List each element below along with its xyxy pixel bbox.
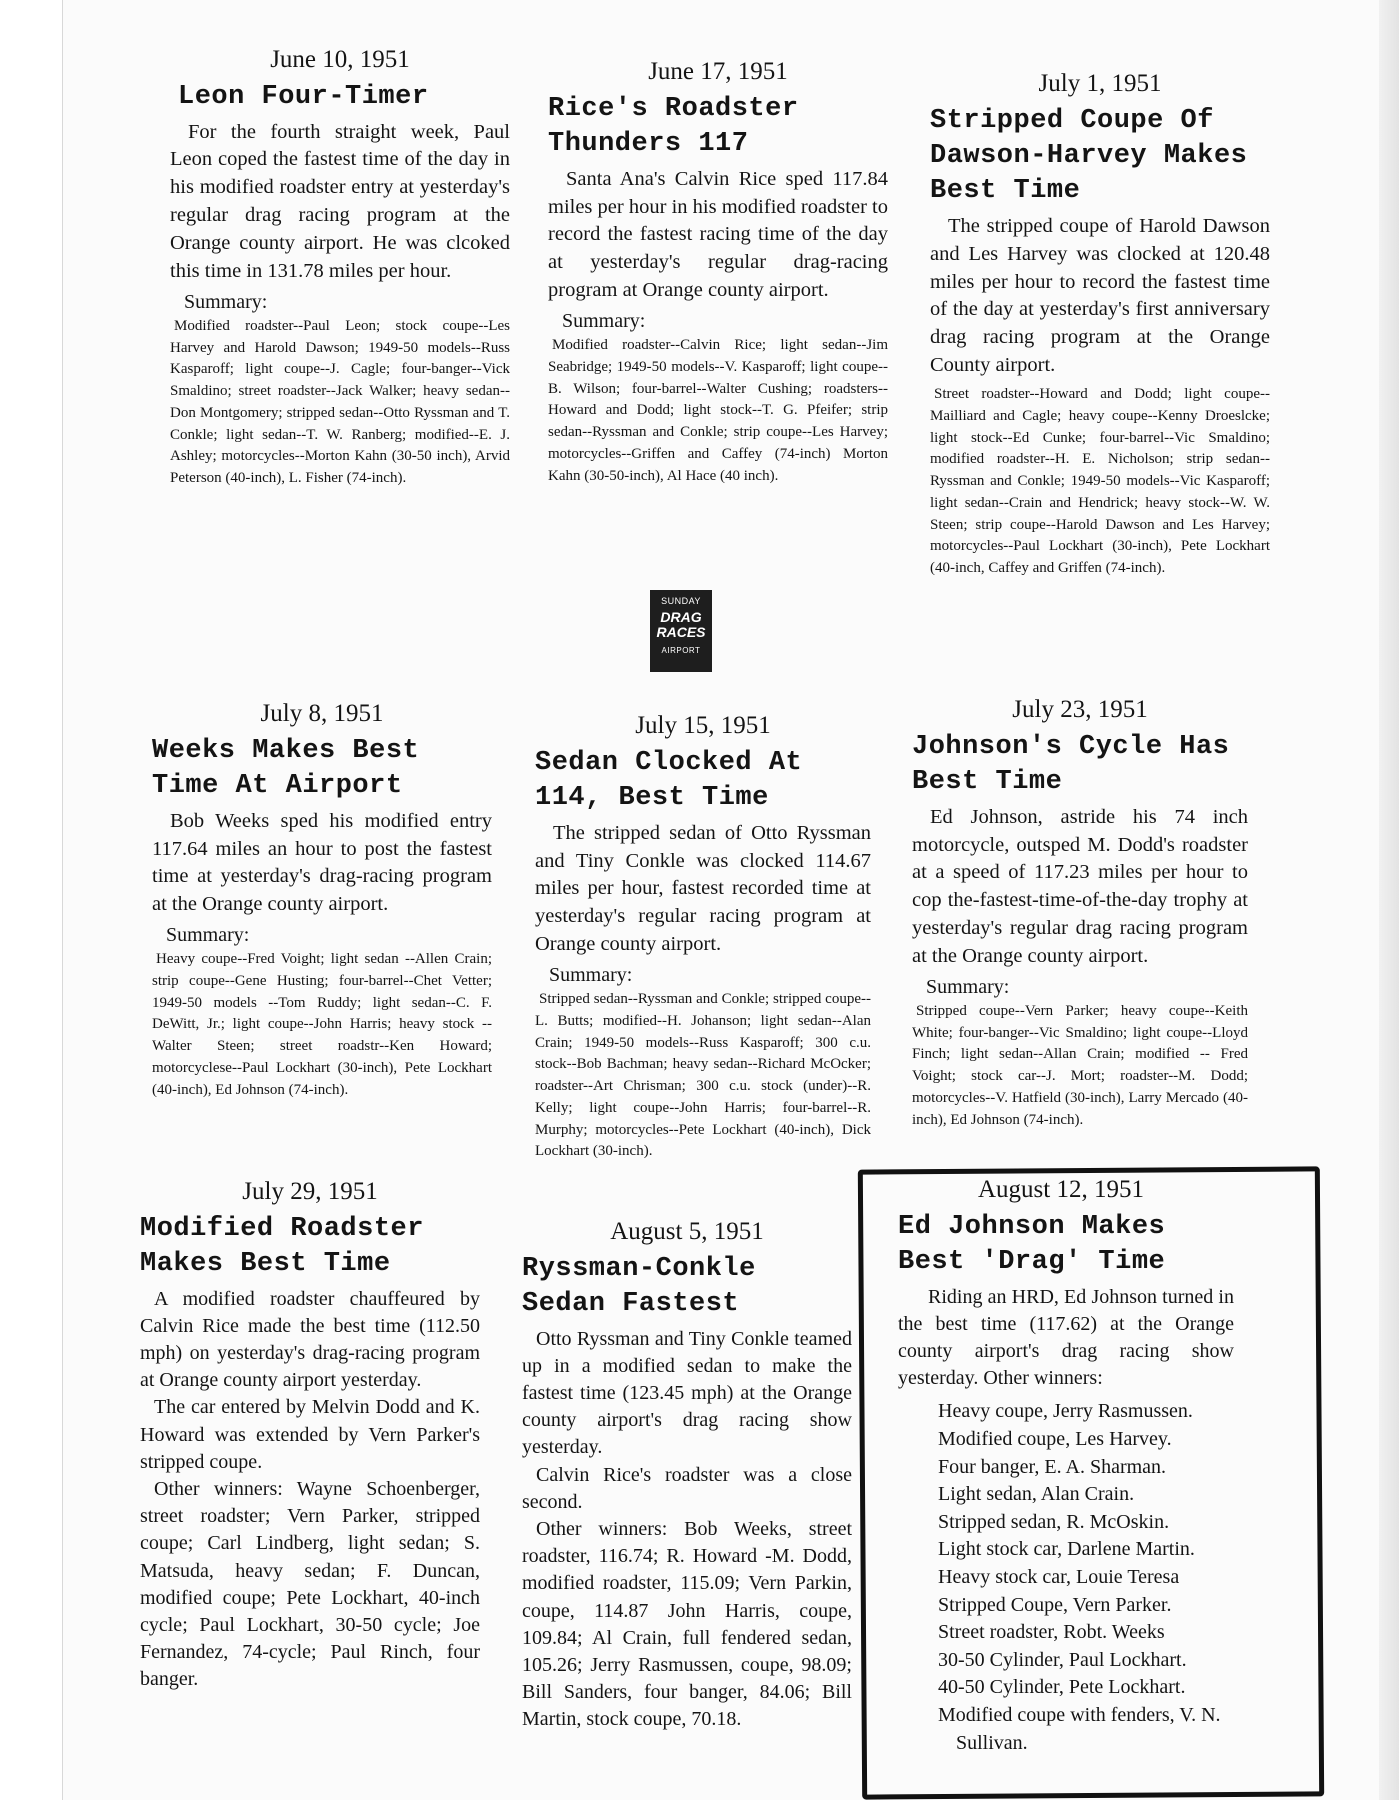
article-body: For the fourth straight week, Paul Leon coped the fastest time of the day in his modified roadster entry at yesterday's regular drag racing program at the Orange county airport. He was clcoked this time in 131.78 miles per hour.	[170, 120, 510, 282]
logo-line-2: DRAG RACES	[656, 609, 706, 640]
winner-item: Stripped sedan, R. McOskin.	[938, 1510, 1170, 1533]
article-summary: Modified roadster--Paul Leon; stock coupe--Les Harvey and Harold Dawson; 1949-50 models--Russ Kasparoff; light coupe--J. Cagle; four-banger--Vick Smaldino; street roadster--Jack Walker; heavy sedan--Don Montgomery; stripped sedan--Otto Ryssman and T. Conkle; light sedan--T. W. Ranberg; modified--E. J. Ashley; motorcycles--Morton Kahn (30-50 inch), Arvid Peterson (40-inch), L. Fisher (74-inch).	[170, 317, 510, 487]
winner-item: Four banger, E. A. Sharman.	[938, 1455, 1167, 1478]
article-headline: Rice's Roadster Thunders 117	[548, 93, 799, 159]
article-headline: Stripped Coupe Of Dawson-Harvey Makes Best Time	[930, 105, 1248, 206]
article-body: Ed Johnson, astride his 74 inch motorcycle, outsped M. Dodd's roadster at a speed of 117.23 miles per hour to cop the-fastest-time-of-the-day trophy at yesterday's regular drag racing program at the Orange county airport.	[912, 805, 1248, 968]
article-body-p1: A modified roadster chauffeured by Calvin Rice made the best time (112.50 mph) on yesterday's drag-racing program at Orange county airport yesterday.	[140, 1287, 480, 1392]
article-date: August 5, 1951	[610, 1218, 764, 1245]
winners-list	[898, 1398, 1234, 1757]
article-summary: Stripped coupe--Vern Parker; heavy coupe--Keith White; four-banger--Vic Smaldino; light coupe--Lloyd Finch; light sedan--Allan Crain; modified -- Fred Voight; stock car--J. Mort; roadster--M. Dodd; motorcycles--V. Hatfield (30-inch), Larry Mercado (40-inch), Ed Johnson (74-inch).	[912, 1002, 1248, 1128]
article-date: July 15, 1951	[635, 712, 771, 739]
summary-label: Summary:	[549, 964, 633, 987]
article-date: July 8, 1951	[260, 700, 384, 727]
article-headline: Johnson's Cycle Has Best Time	[912, 731, 1230, 797]
article-body: Riding an HRD, Ed Johnson turned in the best time (117.62) at the Orange county airport's drag racing show yesterday. Other winners:	[898, 1285, 1234, 1390]
article-body-p3: Other winners: Bob Weeks, street roadster, 116.74; R. Howard -M. Dodd, modified roadster, 115.09; Vern Parkin, coupe, 114.87 John Harris, coupe, 109.84; Al Crain, full fendered sedan, 105.26; Jerry Rasmussen, coupe, 98.09; Bill Sanders, four banger, 84.06; Bill Martin, stock coupe, 70.18.	[522, 1518, 852, 1731]
drag-races-logo	[650, 590, 712, 672]
summary-label: Summary:	[562, 310, 646, 333]
article-august-12	[898, 1176, 1234, 1757]
winner-item: Heavy stock car, Louie Teresa	[938, 1566, 1180, 1588]
article-july-23	[912, 696, 1248, 1131]
article-summary: Modified roadster--Calvin Rice; light sedan--Jim Seabridge; 1949-50 models--V. Kasparoff; light coupe--B. Wilson; four-barrel--Walter Cushing; roadsters--Howard and Dodd; light stock--T. G. Pfeifer; strip sedan--Ryssman and Conkle; strip coupe--Les Harvey; motorcycles--Griffen and Caffey (74-inch) Morton Kahn (30-50-inch), Al Hace (40 inch).	[548, 337, 888, 484]
winner-item: 30-50 Cylinder, Paul Lockhart.	[938, 1648, 1187, 1671]
winner-item: Stripped Coupe, Vern Parker.	[938, 1593, 1172, 1616]
winner-item: Modified coupe with fenders, V. N. Sullivan.	[938, 1703, 1221, 1754]
article-body: Santa Ana's Calvin Rice sped 117.84 miles per hour in his modified roadster to record the fastest racing time of the day at yesterday's regular drag-racing program at Orange county airport.	[548, 167, 888, 302]
page-edge	[1379, 0, 1399, 1800]
winner-item: 40-50 Cylinder, Pete Lockhart.	[938, 1676, 1186, 1699]
winner-item: Heavy coupe, Jerry Rasmussen.	[938, 1400, 1193, 1423]
summary-label: Summary:	[926, 975, 1010, 998]
logo-line-1: SUNDAY	[661, 596, 701, 606]
article-body: Bob Weeks sped his modified entry 117.64 miles an hour to post the fastest time at yesterday's drag-racing program at the Orange county airport.	[152, 809, 492, 916]
article-july-15	[535, 712, 871, 1163]
article-headline: Weeks Makes Best Time At Airport	[152, 735, 420, 801]
article-july-1	[930, 70, 1270, 580]
article-body-p3: Other winners: Wayne Schoenberger, street roadster; Vern Parker, stripped coupe; Carl Lindberg, light sedan; S. Matsuda, heavy sedan; F. Duncan, modified coupe; Pete Lockhart, 40-inch cycle; Paul Lockhart, 30-50 cycle; Joe Fernandez, 74-cycle; Paul Rinch, four banger.	[140, 1478, 480, 1691]
article-july-8	[152, 700, 492, 1101]
article-body-p2: Calvin Rice's roadster was a close second.	[522, 1463, 852, 1513]
article-june-10	[170, 46, 510, 490]
summary-label: Summary:	[166, 924, 250, 947]
winner-item: Light sedan, Alan Crain.	[938, 1483, 1135, 1506]
winner-item: Light stock car, Darlene Martin.	[938, 1538, 1195, 1561]
article-date: July 1, 1951	[1038, 70, 1162, 97]
article-headline: Modified Roadster Makes Best Time	[140, 1213, 424, 1279]
logo-line-3: AIRPORT	[661, 646, 701, 655]
article-headline: Ryssman-Conkle Sedan Fastest	[522, 1253, 756, 1319]
article-summary: Stripped sedan--Ryssman and Conkle; stripped coupe--L. Butts; modified--H. Johanson; light sedan--Alan Crain; 1949-50 models--Russ Kasparoff; 300 c.u. stock--Bob Bachman; heavy sedan--Richard McOcker; roadster--Art Chrisman; 300 c.u. stock (under)--R. Kelly; light coupe--John Harris; four-barrel--R. Murphy; motorcycles--Pete Lockhart (40-inch), Dick Lockhart (30-inch).	[535, 991, 871, 1160]
article-date: August 12, 1951	[978, 1176, 1144, 1203]
article-date: July 29, 1951	[242, 1178, 378, 1205]
article-june-17	[548, 58, 888, 487]
winner-item: Modified coupe, Les Harvey.	[938, 1428, 1172, 1451]
article-body-p2: The car entered by Melvin Dodd and K. Howard was extended by Vern Parker's stripped coupe.	[140, 1396, 480, 1473]
summary-label: Summary:	[184, 290, 268, 313]
article-body: The stripped coupe of Harold Dawson and Les Harvey was clocked at 120.48 miles per hour to record the fastest time of the day at yesterday's first anniversary drag racing program at the Orange County airport.	[930, 214, 1270, 377]
article-headline: Ed Johnson Makes Best 'Drag' Time	[898, 1211, 1166, 1277]
article-headline: Sedan Clocked At 114, Best Time	[535, 747, 803, 813]
winner-item: Street roadster, Robt. Weeks	[938, 1621, 1165, 1644]
article-date: June 17, 1951	[648, 58, 788, 85]
article-body-p1: Otto Ryssman and Tiny Conkle teamed up in a modified sedan to make the fastest time (123.45 mph) at the Orange county airport's drag racing show yesterday.	[522, 1327, 852, 1459]
article-body: The stripped sedan of Otto Ryssman and Tiny Conkle was clocked 114.67 miles per hour, fastest recorded time at yesterday's regular racing program at Orange county airport.	[535, 821, 871, 956]
article-summary: Heavy coupe--Fred Voight; light sedan --Allen Crain; strip coupe--Gene Husting; four-barrel--Chet Vetter; 1949-50 models --Tom Ruddy; light sedan--C. F. DeWitt, Jr.; light coupe--John Harris; heavy stock --Walter Steen; street roadstr--Ken Howard; motorcyclese--Paul Lockhart (30-inch), Pete Lockhart (40-inch), Ed Johnson (74-inch).	[152, 951, 492, 1098]
article-date: July 23, 1951	[1012, 696, 1148, 723]
article-headline: Leon Four-Timer	[178, 81, 429, 112]
article-date: June 10, 1951	[270, 46, 410, 73]
article-august-5	[522, 1218, 852, 1734]
article-july-29	[140, 1178, 480, 1694]
article-summary: Street roadster--Howard and Dodd; light coupe--Mailliard and Cagle; heavy coupe--Kenny Droeslcke; light stock--Ed Cunke; four-barrel--Vic Smaldino; modified roadster--H. E. Nicholson; strip sedan--Ryssman and Conkle; 1949-50 models--Vic Kasparoff; light sedan--Crain and Hendrick; heavy stock--W. W. Steen; strip coupe--Harold Dawson and Les Harvey; motorcycles--Paul Lockhart (30-inch), Pete Lockhart (40-inch, Caffey and Griffen (74-inch).	[930, 386, 1270, 577]
